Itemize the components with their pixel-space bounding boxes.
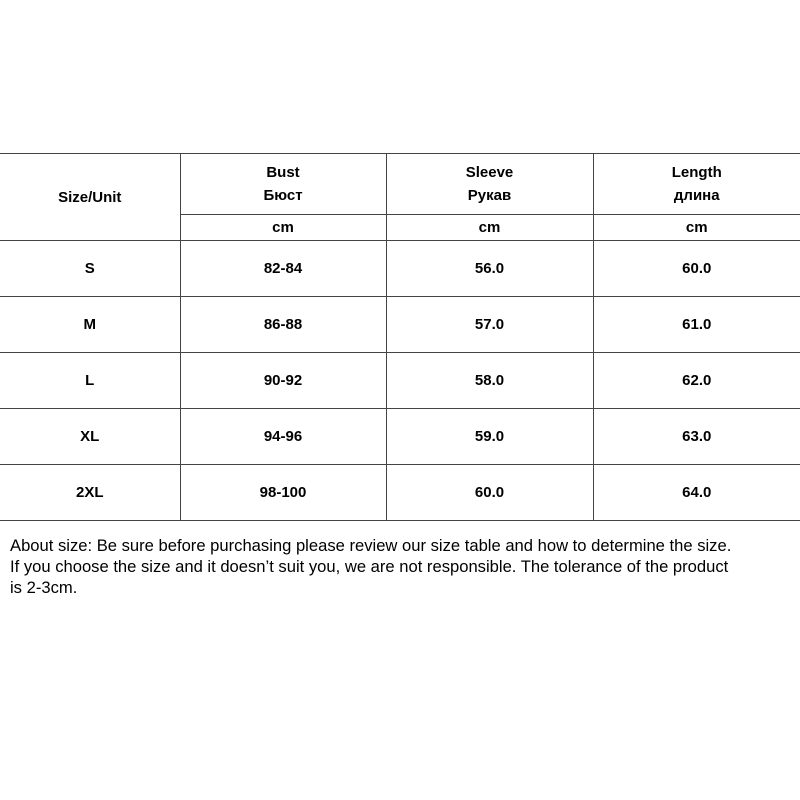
length-cell: 63.0	[593, 409, 800, 465]
column-header-label-ru: Рукав	[467, 187, 512, 204]
length-cell: 62.0	[593, 353, 800, 409]
length-cell: 61.0	[593, 297, 800, 353]
column-header-bust	[180, 154, 386, 215]
bust-cell: 82-84	[180, 241, 386, 297]
unit-cell: cm	[386, 215, 593, 241]
size-note	[10, 535, 800, 598]
column-header-label-ru: Бюст	[263, 187, 303, 204]
sleeve-cell: 60.0	[386, 465, 593, 521]
column-header-label-ru: длина	[673, 187, 720, 204]
column-header-sleeve	[386, 154, 593, 215]
sleeve-cell: 57.0	[386, 297, 593, 353]
table-row	[0, 353, 800, 409]
size-cell: 2XL	[0, 465, 180, 521]
bust-cell: 90-92	[180, 353, 386, 409]
length-cell: 60.0	[593, 241, 800, 297]
column-header-label: Bust	[266, 164, 300, 181]
unit-cell: cm	[180, 215, 386, 241]
column-header-label: Length	[671, 164, 722, 181]
size-note-line-2: If you choose the size and it doesn’t suit you, we are not responsible. The tolerance of the product	[10, 557, 729, 576]
table-row	[0, 409, 800, 465]
size-note-line-1: About size: Be sure before purchasing please review our size table and how to determine the size.	[10, 536, 732, 555]
sleeve-cell: 58.0	[386, 353, 593, 409]
size-cell: M	[0, 297, 180, 353]
size-table	[0, 153, 800, 521]
corner-header-cell: Size/Unit	[0, 154, 180, 241]
bust-cell: 98-100	[180, 465, 386, 521]
size-cell: XL	[0, 409, 180, 465]
table-row	[0, 241, 800, 297]
length-cell: 64.0	[593, 465, 800, 521]
bust-cell: 86-88	[180, 297, 386, 353]
sleeve-cell: 56.0	[386, 241, 593, 297]
unit-cell: cm	[593, 215, 800, 241]
column-header-length	[593, 154, 800, 215]
table-row	[0, 297, 800, 353]
sleeve-cell: 59.0	[386, 409, 593, 465]
bust-cell: 94-96	[180, 409, 386, 465]
header-row	[0, 154, 800, 215]
size-cell: L	[0, 353, 180, 409]
size-cell: S	[0, 241, 180, 297]
table-row	[0, 465, 800, 521]
size-note-line-3: is 2-3cm.	[10, 578, 78, 597]
column-header-label: Sleeve	[465, 164, 514, 181]
